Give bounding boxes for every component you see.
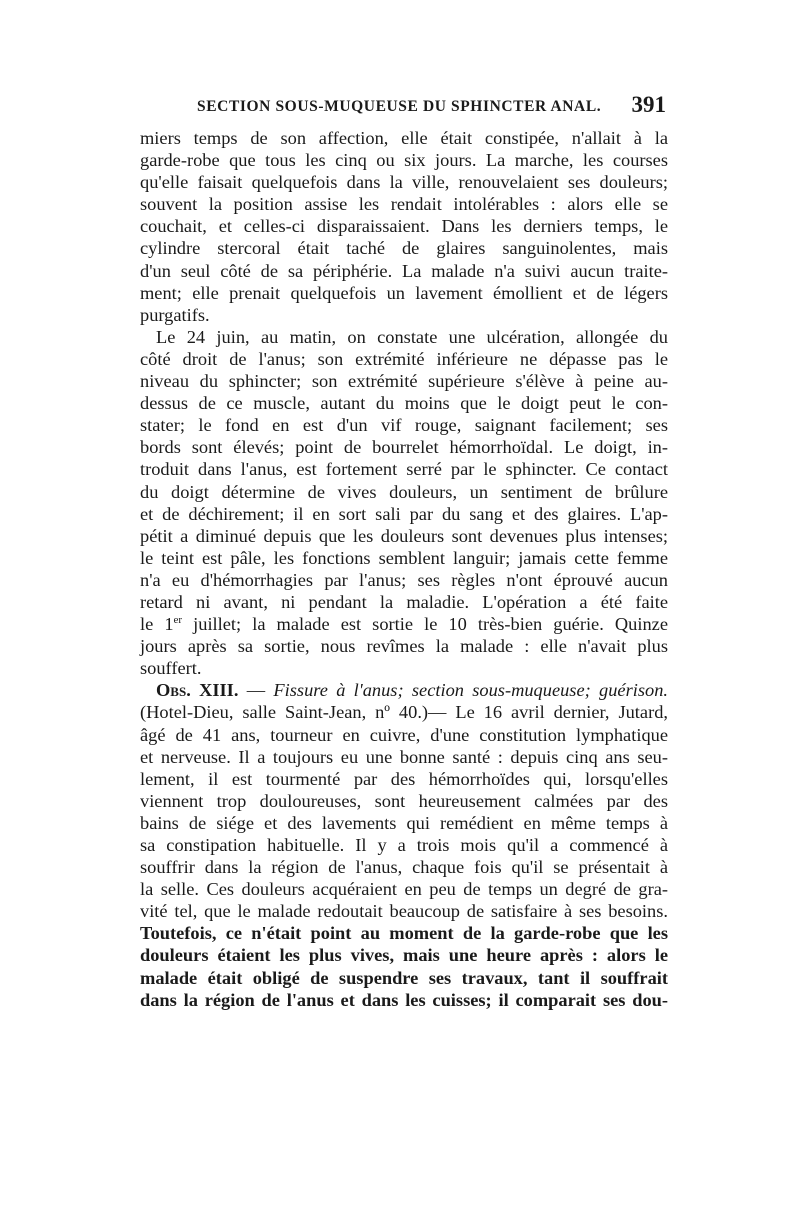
text-line: troduit dans l'anus, est fortement serré par le sphincter. Ce contact bbox=[140, 459, 668, 480]
text-line: dans la région de l'anus et dans les cuisses; il comparait ses dou- bbox=[140, 989, 668, 1010]
text-line: viennent trop douloureuses, sont heureusement calmées par des bbox=[140, 790, 668, 811]
text-line: bains de siége et des lavements qui remédient en même temps à bbox=[140, 812, 668, 833]
text-line: pétit a diminué depuis que les douleurs sont devenues plus intenses; bbox=[140, 525, 668, 546]
body-text bbox=[140, 127, 668, 1011]
text-line: garde-robe que tous les cinq ou six jours. La marche, les courses bbox=[140, 150, 668, 171]
text-line: stater; le fond en est d'un vif rouge, saignant facilement; ses bbox=[140, 415, 668, 436]
text-line: dessus de ce muscle, autant du moins que le doigt peut le con- bbox=[140, 393, 668, 414]
observation-dash: — bbox=[238, 680, 274, 701]
text-line: vité tel, que le malade redoutait beaucoup de satisfaire à ses besoins. bbox=[140, 901, 668, 922]
text-line: malade était obligé de suspendre ses travaux, tant il souffrait bbox=[140, 967, 668, 988]
text-line: et nerveuse. Il a toujours eu une bonne santé : depuis cinq ans seu- bbox=[140, 746, 668, 767]
text-line: qu'elle faisait quelquefois dans la ville, renouvelaient ses douleurs; bbox=[140, 172, 668, 193]
text-line: cylindre stercoral était taché de glaires sanguinolentes, mais bbox=[140, 238, 668, 259]
text-line: lement, il est tourmenté par des hémorrhoïdes qui, lorsqu'elles bbox=[140, 768, 668, 789]
running-title: SECTION SOUS-MUQUEUSE DU SPHINCTER ANAL. bbox=[197, 98, 602, 115]
page-number: 391 bbox=[631, 92, 666, 117]
ordinal-start: le 1 bbox=[140, 614, 174, 635]
text-line: bords sont élevés; point de bourrelet hémorrhoïdal. Le doigt, in- bbox=[140, 437, 668, 458]
text-line: miers temps de son affection, elle était constipée, n'allait à la bbox=[140, 128, 668, 148]
ordinal-suffix: er bbox=[173, 613, 183, 626]
text-line: (Hotel-Dieu, salle Saint-Jean, nº 40.)— Le 16 avril dernier, Jutard, bbox=[140, 702, 668, 723]
text-line: jours après sa sortie, nous revîmes la malade : elle n'avait plus bbox=[140, 636, 668, 657]
text-line-ordinal bbox=[140, 613, 668, 635]
text-line: souffrir dans la région de l'anus, chaque fois qu'il se présentait à bbox=[140, 857, 668, 878]
observation-label: Obs. XIII. bbox=[156, 680, 239, 701]
text-line: Le 24 juin, au matin, on constate une ulcération, allongée du bbox=[156, 326, 668, 347]
text-line: ment; elle prenait quelquefois un lavement émollient et de légers bbox=[140, 282, 668, 303]
text-line: d'un seul côté de sa périphérie. La malade n'a suivi aucun traite- bbox=[140, 260, 668, 281]
text-line: du doigt détermine de vives douleurs, un sentiment de brûlure bbox=[140, 481, 668, 502]
text-line: douleurs étaient les plus vives, mais une heure après : alors le bbox=[140, 945, 668, 966]
text-line: le teint est pâle, les fonctions semblent languir; jamais cette femme bbox=[140, 547, 668, 568]
text-line: côté droit de l'anus; son extrémité inférieure ne dépasse pas le bbox=[140, 348, 668, 369]
observation-title: Fissure à l'anus; section sous-muqueuse; guérison. bbox=[273, 680, 668, 701]
text-line: souffert. bbox=[140, 658, 202, 679]
text-line: sa constipation habituelle. Il y a trois mois qu'il a commencé à bbox=[140, 835, 668, 855]
text-line: retard ni avant, ni pendant la maladie. L'opération a été faite bbox=[140, 591, 668, 612]
text-line: âgé de 41 ans, tourneur en cuivre, d'une constitution lymphatique bbox=[140, 724, 668, 745]
text-line: couchait, et celles-ci disparaissaient. Dans les derniers temps, le bbox=[140, 216, 668, 237]
text-line: et de déchirement; il en sort sali par du sang et des glaires. L'ap- bbox=[140, 503, 668, 524]
running-head bbox=[140, 92, 668, 122]
observation-heading bbox=[140, 679, 668, 701]
text-line: n'a eu d'hémorrhagies par l'anus; ses règles n'ont éprouvé aucun bbox=[140, 569, 668, 590]
text-line: souvent la position assise les rendait intolérables : alors elle se bbox=[140, 194, 668, 215]
text-line: niveau du sphincter; son extrémité supérieure s'élève à peine au- bbox=[140, 371, 668, 392]
ordinal-end: juillet; la malade est sortie le 10 très-bien guérie. Quinze bbox=[182, 614, 668, 635]
text-line: Toutefois, ce n'était point au moment de la garde-robe que les bbox=[140, 923, 668, 944]
text-line: purgatifs. bbox=[140, 304, 210, 325]
text-line: la selle. Ces douleurs acquéraient en peu de temps un degré de gra- bbox=[140, 879, 668, 900]
